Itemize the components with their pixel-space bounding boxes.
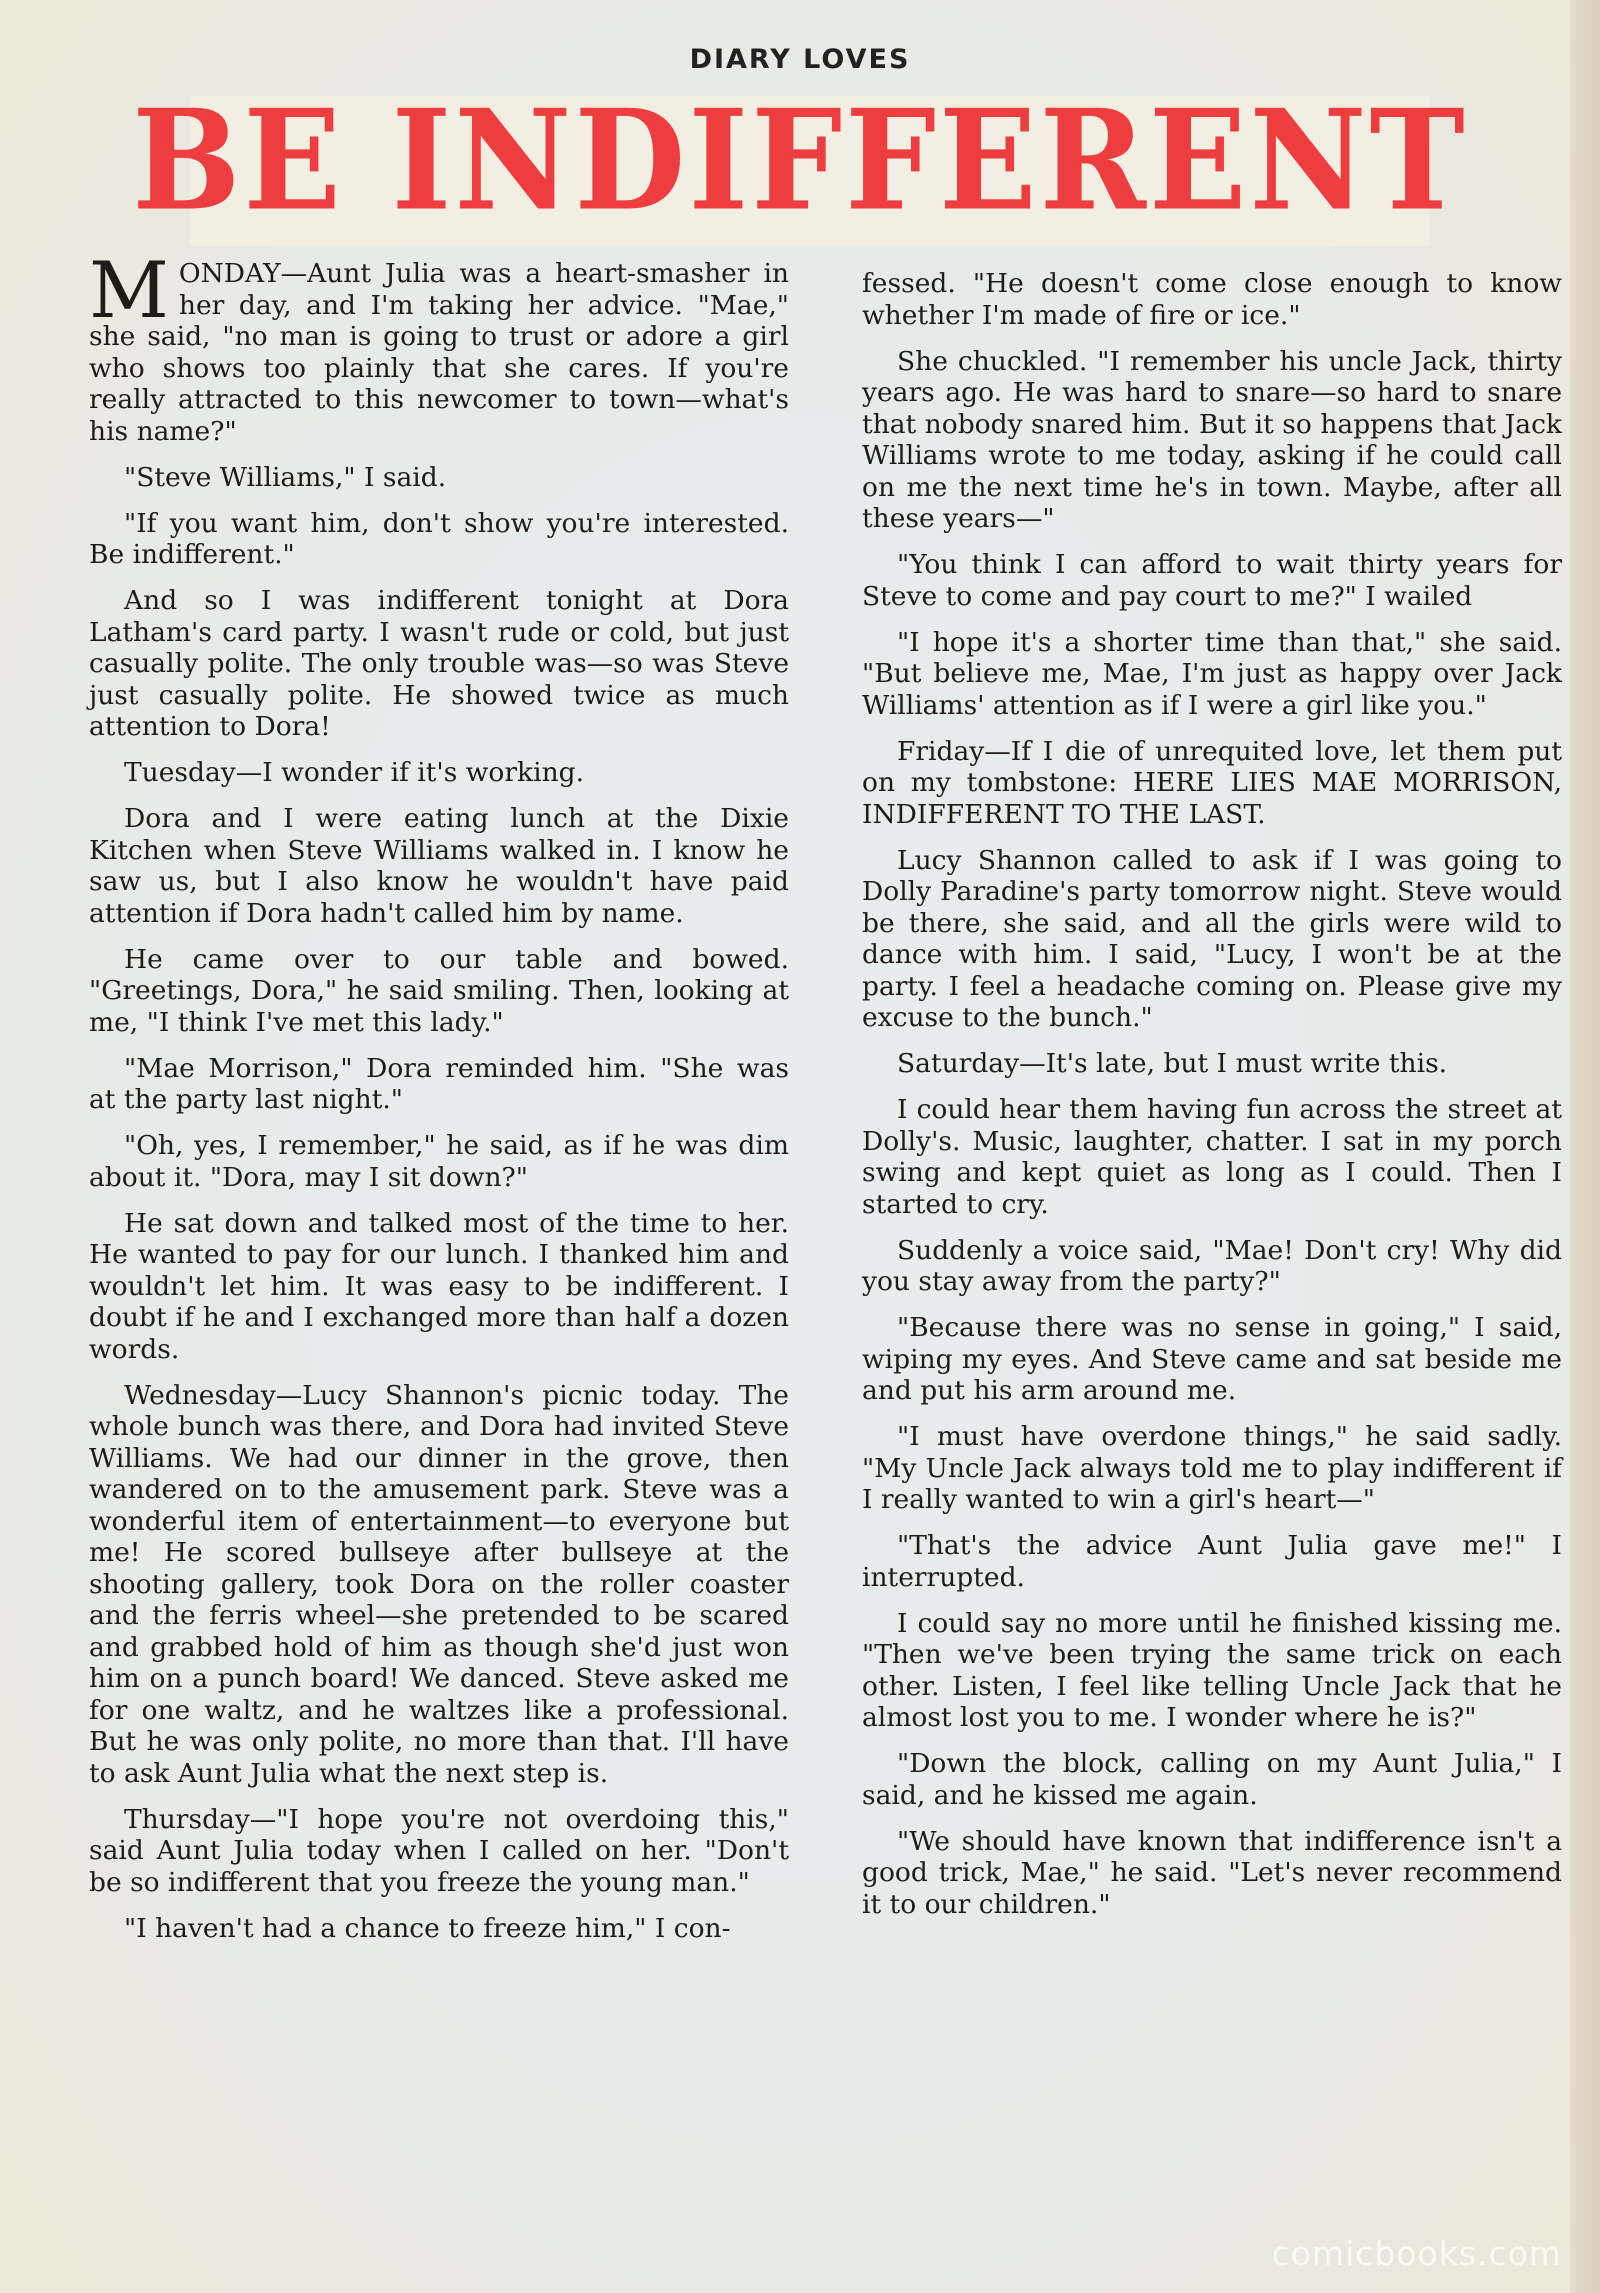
story-title: BE INDIFFERENT [132,80,1468,242]
paragraph: She chuckled. "I remember his uncle Jack, thirty years ago. He was hard to snare—so hard to snare that nobody snared him. But it so happens that Jack Williams wrote to me today, asking if he could call on me the next time he's in town. Maybe, after all these years—" [862,345,1562,534]
paragraph-text: ONDAY—Aunt Julia was a heart-smasher in her day, and I'm taking her advice. "Mae," she said, "no man is going to trust or adore a girl who shows too plainly that she cares. If you're really attracted to this newcomer to town—what's his name?" [89,258,789,447]
paragraph: Dora and I were eating lunch at the Dixie Kitchen when Steve Williams walked in. I know he saw us, but I also know he wouldn't have paid attention if Dora hadn't called him by name. [89,803,789,929]
paragraph: He came over to our table and bowed. "Greetings, Dora," he said smiling. Then, looking at me, "I think I've met this lady." [89,943,789,1038]
paragraph: "Because there was no sense in going," I said, wiping my eyes. And Steve came and sat beside me and put his arm around me. [862,1312,1562,1406]
paragraph: fessed. "He doesn't come close enough to know whether I'm made of fire or ice." [862,268,1562,331]
paragraph: "Oh, yes, I remember," he said, as if he was dim about it. "Dora, may I sit down?" [89,1130,789,1193]
paragraph: "That's the advice Aunt Julia gave me!" I interrupted. [862,1530,1562,1593]
paragraph: "I must have overdone things," he said sadly. "My Uncle Jack always told me to play indifferent if I really wanted to win a girl's heart—" [862,1421,1562,1515]
paragraph [89,246,789,447]
paragraph: Wednesday—Lucy Shannon's picnic today. The whole bunch was there, and Dora had invited Steve Williams. We had our dinner in the grove, then wandered on to the amusement park. Steve was a wonderful item of entertainment—to everyone but me! He scored bullseye after bullseye at the shooting gallery, took Dora on the roller coaster and the ferris wheel—she pretended to be scared and grabbed hold of him as though she'd just won him on a punch board! We danced. Steve asked me for one waltz, and he waltzes like a professional. But he was only polite, no more than that. I'll have to ask Aunt Julia what the next step is. [89,1379,789,1789]
paragraph: "Steve Williams," I said. [124,461,447,493]
page-edge [1570,0,1600,2293]
paragraph: "I hope it's a shorter time than that," she said. "But believe me, Mae, I'm just as happy over Jack Williams' attention as if I were a girl like you." [862,626,1562,721]
paragraph: "Down the block, calling on my Aunt Julia," I said, and he kissed me again. [862,1748,1562,1811]
paragraph: Tuesday—I wonder if it's working. [124,757,585,788]
paragraph: Thursday—"I hope you're not overdoing this," said Aunt Julia today when I called on her. "Don't be so indifferent that you freeze the young man." [89,1803,789,1898]
paragraph: I could hear them having fun across the street at Dolly's. Music, laughter, chatter. I sat in my porch swing and kept quiet as long as I could. Then I started to cry. [862,1094,1562,1220]
paragraph: Suddenly a voice said, "Mae! Don't cry! Why did you stay away from the party?" [862,1234,1562,1297]
paragraph: Lucy Shannon called to ask if I was going to Dolly Paradine's party tomorrow night. Steve would be there, she said, and all the girls were wild to dance with him. I said, "Lucy, I won't be at the party. I feel a headache coming on. Please give my excuse to the bunch." [862,844,1562,1033]
paragraph: "I haven't had a chance to freeze him," I con- [124,1912,731,1944]
watermark: comicbooks.com [1271,2234,1562,2273]
paragraph: He sat down and talked most of the time to her. He wanted to pay for our lunch. I thanked him and wouldn't let him. It was easy to be indifferent. I doubt if he and I exchanged more than half a dozen words. [89,1207,789,1365]
paragraph: And so I was indifferent tonight at Dora Latham's card party. I wasn't rude or cold, but just casually polite. The only trouble was—so was Steve just casually polite. He showed twice as much attention to Dora! [89,585,789,742]
paragraph: Saturday—It's late, but I must write this. [897,1048,1448,1079]
paragraph: "We should have known that indifference isn't a good trick, Mae," he said. "Let's never recommend it to our children." [862,1825,1562,1920]
paragraph: Friday—If I die of unrequited love, let them put on my tombstone: HERE LIES MAE MORRISON, INDIFFERENT TO THE LAST. [862,735,1562,830]
paragraph: "You think I can afford to wait thirty years for Steve to come and pay court to me?" I wailed [862,549,1562,612]
drop-cap: M [89,246,169,336]
paragraph: I could say no more until he finished kissing me. "Then we've been trying the same trick on each other. Listen, I feel like telling Uncle Jack that he almost lost you to me. I wonder where he is?" [862,1607,1562,1733]
paragraph: "Mae Morrison," Dora reminded him. "She was at the party last night." [89,1052,789,1115]
left-column [89,246,789,1959]
right-column [862,268,1562,1935]
paragraph: "If you want him, don't show you're interested. Be indifferent." [89,507,789,570]
series-header: DIARY LOVES [689,44,911,75]
